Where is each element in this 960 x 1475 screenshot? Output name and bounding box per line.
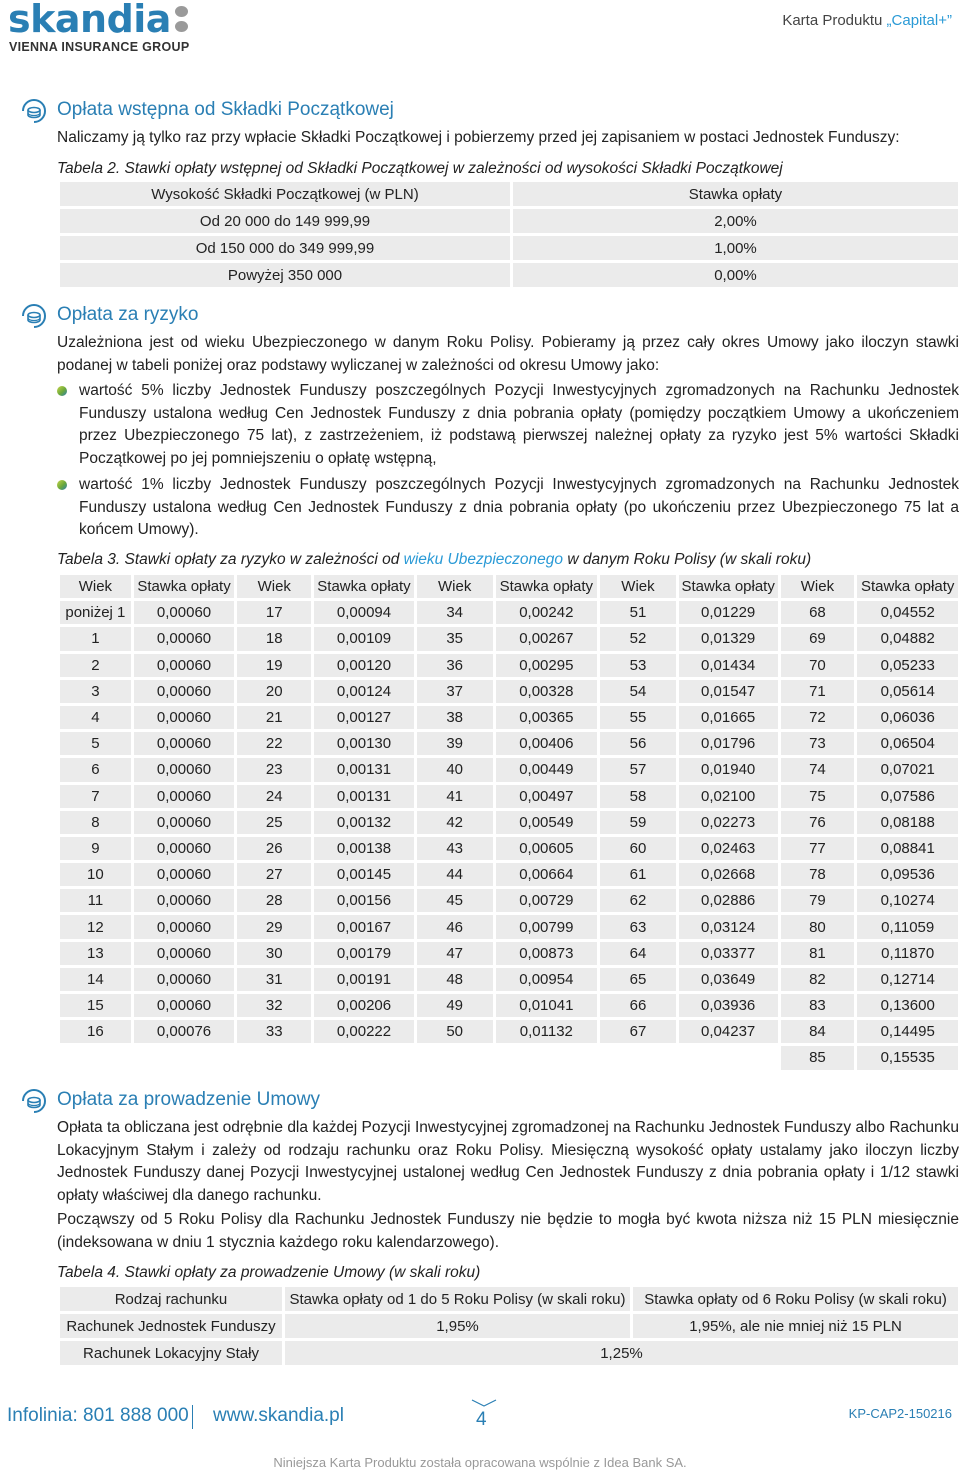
rate-cell: 0,00267 (496, 627, 598, 650)
rate-cell: 0,02668 (679, 863, 778, 886)
coins-icon (20, 99, 50, 123)
age-cell: 23 (237, 758, 311, 781)
footer-note: Niniejsza Karta Produktu została opracowana wspólnie z Idea Bank SA. (273, 1455, 687, 1470)
table-row (60, 706, 958, 729)
age-cell: 84 (781, 1020, 855, 1043)
age-cell: 38 (417, 706, 493, 729)
table-row (60, 942, 958, 965)
rate-cell: 0,05614 (857, 680, 958, 703)
rate-cell: 0,04552 (857, 601, 958, 624)
rate-cell: 0,01329 (679, 627, 778, 650)
rate-cell: 0,01132 (496, 1020, 598, 1043)
table-row (60, 863, 958, 886)
age-cell: 54 (600, 680, 676, 703)
rate-cell: 0,10274 (857, 889, 958, 912)
admin-fee-text-2: Począwszy od 5 Roku Polisy dla Rachunku Jednostek Funduszy nie będzie to mogła być kwota niższa niż 15 PLN miesięcznie (indeksowana w dniu 1 stycznia każdego roku kalendarzowego). (57, 1211, 959, 1251)
bullet-icon (57, 386, 67, 396)
rate-cell: 0,00060 (134, 785, 235, 808)
rate-cell: 0,04237 (679, 1020, 778, 1043)
rate-cell: 0,00060 (134, 968, 235, 991)
table-cell: 0,00% (513, 263, 958, 287)
age-cell: 35 (417, 627, 493, 650)
age-cell: 79 (781, 889, 855, 912)
age-cell: 61 (600, 863, 676, 886)
age-cell: 6 (60, 758, 131, 781)
table-header: Wiek (600, 575, 676, 598)
age-cell: 18 (237, 627, 311, 650)
age-cell: 74 (781, 758, 855, 781)
document-code: KP-CAP2-150216 (848, 1406, 952, 1421)
table-header: Stawka opłaty (134, 575, 235, 598)
rate-cell: 0,00131 (314, 785, 414, 808)
table-row (60, 811, 958, 834)
age-cell: 21 (237, 706, 311, 729)
table-header: Wiek (60, 575, 131, 598)
rate-cell: 0,00145 (314, 863, 414, 886)
table-header: Stawka opłaty od 6 Roku Polisy (w skali roku) (633, 1287, 958, 1311)
age-cell: 67 (600, 1020, 676, 1043)
table-cell: 1,95%, ale nie mniej niż 15 PLN (633, 1314, 958, 1338)
table-row (60, 1314, 958, 1338)
rate-cell: 0,15535 (857, 1046, 958, 1069)
rate-cell: 0,07586 (857, 785, 958, 808)
age-cell: 83 (781, 994, 855, 1017)
age-cell: 7 (60, 785, 131, 808)
hotline: Infolinia: 801 888 000 (7, 1405, 189, 1426)
rate-cell: 0,01940 (679, 758, 778, 781)
risk-fee-text: Uzależniona jest od wieku Ubezpieczonego w danym Roku Polisy. Pobieramy ją przez cały okres Umowy jako iloczyn stawki podanej w tabeli poniżej oraz podstawy wyliczanej w zależności od okresu Umowy jako: (57, 334, 959, 374)
table3-caption: Tabela 3. Stawki opłaty za ryzyko w zależności od wieku Ubezpieczonego w danym Roku Polisy (w skali roku) (57, 551, 812, 568)
age-cell: 78 (781, 863, 855, 886)
rate-cell: 0,00167 (314, 915, 414, 938)
table-header: Stawka opłaty (314, 575, 414, 598)
rate-cell: 0,01796 (679, 732, 778, 755)
rate-cell: 0,00222 (314, 1020, 414, 1043)
table-row (60, 994, 958, 1017)
rate-cell: 0,00060 (134, 994, 235, 1017)
logo-subtitle: VIENNA INSURANCE GROUP (9, 40, 190, 54)
rate-cell: 0,03649 (679, 968, 778, 991)
age-cell: 19 (237, 654, 311, 677)
table-row (60, 915, 958, 938)
table-row (60, 627, 958, 650)
table-header: Stawka opłaty (679, 575, 778, 598)
rate-cell: 0,00179 (314, 942, 414, 965)
age-cell: poniżej 1 (60, 601, 131, 624)
age-cell: 85 (781, 1046, 855, 1069)
age-cell: 46 (417, 915, 493, 938)
rate-cell: 0,01665 (679, 706, 778, 729)
age-cell: 63 (600, 915, 676, 938)
empty-cell (134, 1046, 235, 1069)
table-cell: Od 150 000 do 349 999,99 (60, 236, 510, 260)
table-row (60, 601, 958, 624)
rate-cell: 0,00605 (496, 837, 598, 860)
rate-cell: 0,00156 (314, 889, 414, 912)
rate-cell: 0,00406 (496, 732, 598, 755)
rate-cell: 0,00242 (496, 601, 598, 624)
rate-cell: 0,02463 (679, 837, 778, 860)
footer-divider (192, 1405, 193, 1429)
empty-cell (60, 1046, 131, 1069)
age-cell: 29 (237, 915, 311, 938)
table-row (60, 680, 958, 703)
age-cell: 55 (600, 706, 676, 729)
table-cell: Rachunek Lokacyjny Stały (60, 1341, 282, 1365)
rate-cell: 0,02273 (679, 811, 778, 834)
age-cell: 47 (417, 942, 493, 965)
age-cell: 70 (781, 654, 855, 677)
age-cell: 15 (60, 994, 131, 1017)
table-header: Wiek (237, 575, 311, 598)
table-row (60, 1020, 958, 1043)
age-cell: 82 (781, 968, 855, 991)
age-cell: 81 (781, 942, 855, 965)
age-cell: 48 (417, 968, 493, 991)
rate-cell: 0,14495 (857, 1020, 958, 1043)
age-cell: 30 (237, 942, 311, 965)
rate-cell: 0,00060 (134, 889, 235, 912)
age-cell: 53 (600, 654, 676, 677)
age-cell: 62 (600, 889, 676, 912)
rate-cell: 0,06504 (857, 732, 958, 755)
table-cell: Rachunek Jednostek Funduszy (60, 1314, 282, 1338)
risk-fee-bullet: wartość 1% liczby Jednostek Funduszy poszczególnych Pozycji Inwestycyjnych zgromadzonych na Rachunku Jednostek Funduszy ustalona według Cen Jednostek Funduszy z dnia pobrania opłaty (po ukończeniu przez Ubezpieczonego 75 lat a końcem Umowy). (79, 476, 959, 538)
logo-wordmark: skandia (8, 0, 171, 41)
age-cell: 36 (417, 654, 493, 677)
rate-cell: 0,00060 (134, 811, 235, 834)
age-cell: 39 (417, 732, 493, 755)
age-cell: 14 (60, 968, 131, 991)
rate-cell: 0,00549 (496, 811, 598, 834)
age-cell: 49 (417, 994, 493, 1017)
page-header (0, 0, 960, 60)
age-cell: 64 (600, 942, 676, 965)
rate-cell: 0,00132 (314, 811, 414, 834)
age-cell: 58 (600, 785, 676, 808)
table-row (60, 889, 958, 912)
rate-cell: 0,09536 (857, 863, 958, 886)
table-row (60, 654, 958, 677)
rate-cell: 0,00664 (496, 863, 598, 886)
rate-cell: 0,03377 (679, 942, 778, 965)
initial-fee-table (57, 179, 960, 290)
age-cell: 80 (781, 915, 855, 938)
age-cell: 76 (781, 811, 855, 834)
rate-cell: 0,00060 (134, 837, 235, 860)
rate-cell: 0,00060 (134, 732, 235, 755)
rate-cell: 0,03936 (679, 994, 778, 1017)
empty-cell (600, 1046, 676, 1069)
table-header-row (60, 182, 958, 206)
age-cell: 25 (237, 811, 311, 834)
rate-cell: 0,00060 (134, 758, 235, 781)
rate-cell: 0,01229 (679, 601, 778, 624)
age-cell: 26 (237, 837, 311, 860)
rate-cell: 0,00060 (134, 942, 235, 965)
rate-cell: 0,11059 (857, 915, 958, 938)
age-cell: 40 (417, 758, 493, 781)
table2-caption: Tabela 2. Stawki opłaty wstępnej od Składki Początkowej w zależności od wysokości Składki Początkowej (57, 160, 783, 177)
age-cell: 32 (237, 994, 311, 1017)
table-row (60, 758, 958, 781)
age-cell: 44 (417, 863, 493, 886)
empty-cell (496, 1046, 598, 1069)
age-cell: 13 (60, 942, 131, 965)
coins-icon (20, 304, 50, 328)
risk-fee-bullet: wartość 5% liczby Jednostek Funduszy poszczególnych Pozycji Inwestycyjnych zgromadzonych na Rachunku Jednostek Funduszy ustalona według Cen Jednostek Funduszy z dnia pobrania opłaty (pomiędzy początkiem Umowy a ukończeniem przez Ubezpieczonego 75 lat), z zastrzeżeniem, iż podstawą pierwszej należnej opłaty za ryzyko jest 5% wartości Składki Początkowej po jej pomniejszeniu o opłatę wstępną, (79, 382, 959, 467)
rate-cell: 0,08841 (857, 837, 958, 860)
age-cell: 24 (237, 785, 311, 808)
age-cell: 12 (60, 915, 131, 938)
rate-cell: 0,00124 (314, 680, 414, 703)
rate-cell: 0,00127 (314, 706, 414, 729)
age-cell: 71 (781, 680, 855, 703)
age-cell: 31 (237, 968, 311, 991)
age-cell: 42 (417, 811, 493, 834)
rate-cell: 0,00138 (314, 837, 414, 860)
table-row (60, 1341, 958, 1365)
bullet-icon (57, 480, 67, 490)
table-cell: 1,00% (513, 236, 958, 260)
rate-cell: 0,00060 (134, 601, 235, 624)
rate-cell: 0,00060 (134, 680, 235, 703)
age-cell: 1 (60, 627, 131, 650)
age-cell: 72 (781, 706, 855, 729)
table-cell: 2,00% (513, 209, 958, 233)
age-cell: 3 (60, 680, 131, 703)
age-cell: 41 (417, 785, 493, 808)
table-header: Stawka opłaty (857, 575, 958, 598)
age-cell: 20 (237, 680, 311, 703)
coins-icon (20, 1089, 50, 1113)
table-row (60, 968, 958, 991)
age-cell: 68 (781, 601, 855, 624)
age-cell: 59 (600, 811, 676, 834)
rate-cell: 0,02100 (679, 785, 778, 808)
section-title-initial-fee: Opłata wstępna od Składki Początkowej (57, 99, 394, 120)
age-cell: 57 (600, 758, 676, 781)
age-cell: 8 (60, 811, 131, 834)
rate-cell: 0,00060 (134, 863, 235, 886)
rate-cell: 0,05233 (857, 654, 958, 677)
rate-cell: 0,00954 (496, 968, 598, 991)
rate-cell: 0,00191 (314, 968, 414, 991)
rate-cell: 0,01434 (679, 654, 778, 677)
age-cell: 75 (781, 785, 855, 808)
product-title: Karta Produktu „Capital+” (782, 12, 952, 29)
table-header-row (60, 575, 958, 598)
table-header: Stawka opłaty (496, 575, 598, 598)
empty-cell (237, 1046, 311, 1069)
table-row (60, 1046, 958, 1069)
age-cell: 9 (60, 837, 131, 860)
rate-cell: 0,11870 (857, 942, 958, 965)
rate-cell: 0,00109 (314, 627, 414, 650)
rate-cell: 0,00497 (496, 785, 598, 808)
table4-caption: Tabela 4. Stawki opłaty za prowadzenie Umowy (w skali roku) (57, 1264, 481, 1281)
table-header: Wiek (417, 575, 493, 598)
rate-cell: 0,00060 (134, 654, 235, 677)
rate-cell: 0,07021 (857, 758, 958, 781)
age-cell: 16 (60, 1020, 131, 1043)
age-cell: 33 (237, 1020, 311, 1043)
rate-cell: 0,00076 (134, 1020, 235, 1043)
age-cell: 34 (417, 601, 493, 624)
age-cell: 17 (237, 601, 311, 624)
rate-cell: 0,00060 (134, 627, 235, 650)
age-cell: 11 (60, 889, 131, 912)
rate-cell: 0,04882 (857, 627, 958, 650)
section-title-risk-fee: Opłata za ryzyko (57, 304, 199, 325)
rate-cell: 0,00365 (496, 706, 598, 729)
rate-cell: 0,01547 (679, 680, 778, 703)
table-row (60, 236, 958, 260)
age-cell: 37 (417, 680, 493, 703)
rate-cell: 0,00094 (314, 601, 414, 624)
age-cell: 66 (600, 994, 676, 1017)
table-cell: Powyżej 350 000 (60, 263, 510, 287)
logo-dots-icon (175, 6, 189, 34)
rate-cell: 0,00328 (496, 680, 598, 703)
age-cell: 52 (600, 627, 676, 650)
section-title-admin-fee: Opłata za prowadzenie Umowy (57, 1089, 320, 1110)
age-cell: 5 (60, 732, 131, 755)
age-cell: 69 (781, 627, 855, 650)
rate-cell: 0,03124 (679, 915, 778, 938)
rate-cell: 0,00060 (134, 706, 235, 729)
age-cell: 43 (417, 837, 493, 860)
table-header: Wysokość Składki Początkowej (w PLN) (60, 182, 510, 206)
age-cell: 51 (600, 601, 676, 624)
website-link[interactable]: www.skandia.pl (213, 1405, 344, 1426)
rate-cell: 0,00130 (314, 732, 414, 755)
table-header: Stawka opłaty od 1 do 5 Roku Polisy (w skali roku) (285, 1287, 630, 1311)
admin-fee-text: Opłata ta obliczana jest odrębnie dla każdej Pozycji Inwestycyjnej zgromadzonej na Rachunku Jednostek Funduszy albo Rachunku Lokacyjnym Stałym i zależy od rodzaju rachunku oraz Roku Polisy. Miesięczną wysokość opłaty ustalamy jako iloczyn liczby Jednostek Funduszy danej Pozycji Inwestycyjnej ustalonej według Cen Jednostek Funduszy z dnia pobrania opłaty i 1/12 stawki opłaty właściwej dla danego rachunku. (57, 1119, 959, 1204)
age-cell: 2 (60, 654, 131, 677)
rate-cell: 0,00873 (496, 942, 598, 965)
empty-cell (314, 1046, 414, 1069)
rate-cell: 0,00729 (496, 889, 598, 912)
age-cell: 4 (60, 706, 131, 729)
table-header: Wiek (781, 575, 855, 598)
rate-cell: 0,00120 (314, 654, 414, 677)
table-row (60, 263, 958, 287)
page-number-decoration (470, 1398, 498, 1408)
table-header: Rodzaj rachunku (60, 1287, 282, 1311)
rate-cell: 0,00060 (134, 915, 235, 938)
table-row (60, 732, 958, 755)
table-header: Stawka opłaty (513, 182, 958, 206)
rate-cell: 0,01041 (496, 994, 598, 1017)
age-cell: 65 (600, 968, 676, 991)
table-header-row (60, 1287, 958, 1311)
skandia-logo (8, 0, 190, 54)
table-row (60, 209, 958, 233)
rate-cell: 0,02886 (679, 889, 778, 912)
table-row (60, 785, 958, 808)
rate-cell: 0,00206 (314, 994, 414, 1017)
initial-fee-text: Naliczamy ją tylko raz przy wpłacie Składki Początkowej i pobierzemy przed jej zapisaniem w postaci Jednostek Funduszy: (57, 129, 900, 146)
table-cell: 1,95% (285, 1314, 630, 1338)
empty-cell (679, 1046, 778, 1069)
age-cell: 56 (600, 732, 676, 755)
rate-cell: 0,12714 (857, 968, 958, 991)
rate-cell: 0,13600 (857, 994, 958, 1017)
age-cell: 73 (781, 732, 855, 755)
empty-cell (417, 1046, 493, 1069)
age-cell: 28 (237, 889, 311, 912)
age-cell: 77 (781, 837, 855, 860)
admin-fee-table (57, 1284, 960, 1368)
rate-cell: 0,08188 (857, 811, 958, 834)
age-cell: 27 (237, 863, 311, 886)
age-cell: 60 (600, 837, 676, 860)
table-row (60, 837, 958, 860)
table-cell: 1,25% (285, 1341, 958, 1365)
rate-cell: 0,00295 (496, 654, 598, 677)
rate-cell: 0,00131 (314, 758, 414, 781)
age-cell: 10 (60, 863, 131, 886)
risk-fee-table (57, 572, 960, 1073)
age-cell: 45 (417, 889, 493, 912)
page-number: 4 (476, 1409, 487, 1430)
age-cell: 22 (237, 732, 311, 755)
rate-cell: 0,00449 (496, 758, 598, 781)
table-cell: Od 20 000 do 149 999,99 (60, 209, 510, 233)
age-cell: 50 (417, 1020, 493, 1043)
rate-cell: 0,00799 (496, 915, 598, 938)
rate-cell: 0,06036 (857, 706, 958, 729)
